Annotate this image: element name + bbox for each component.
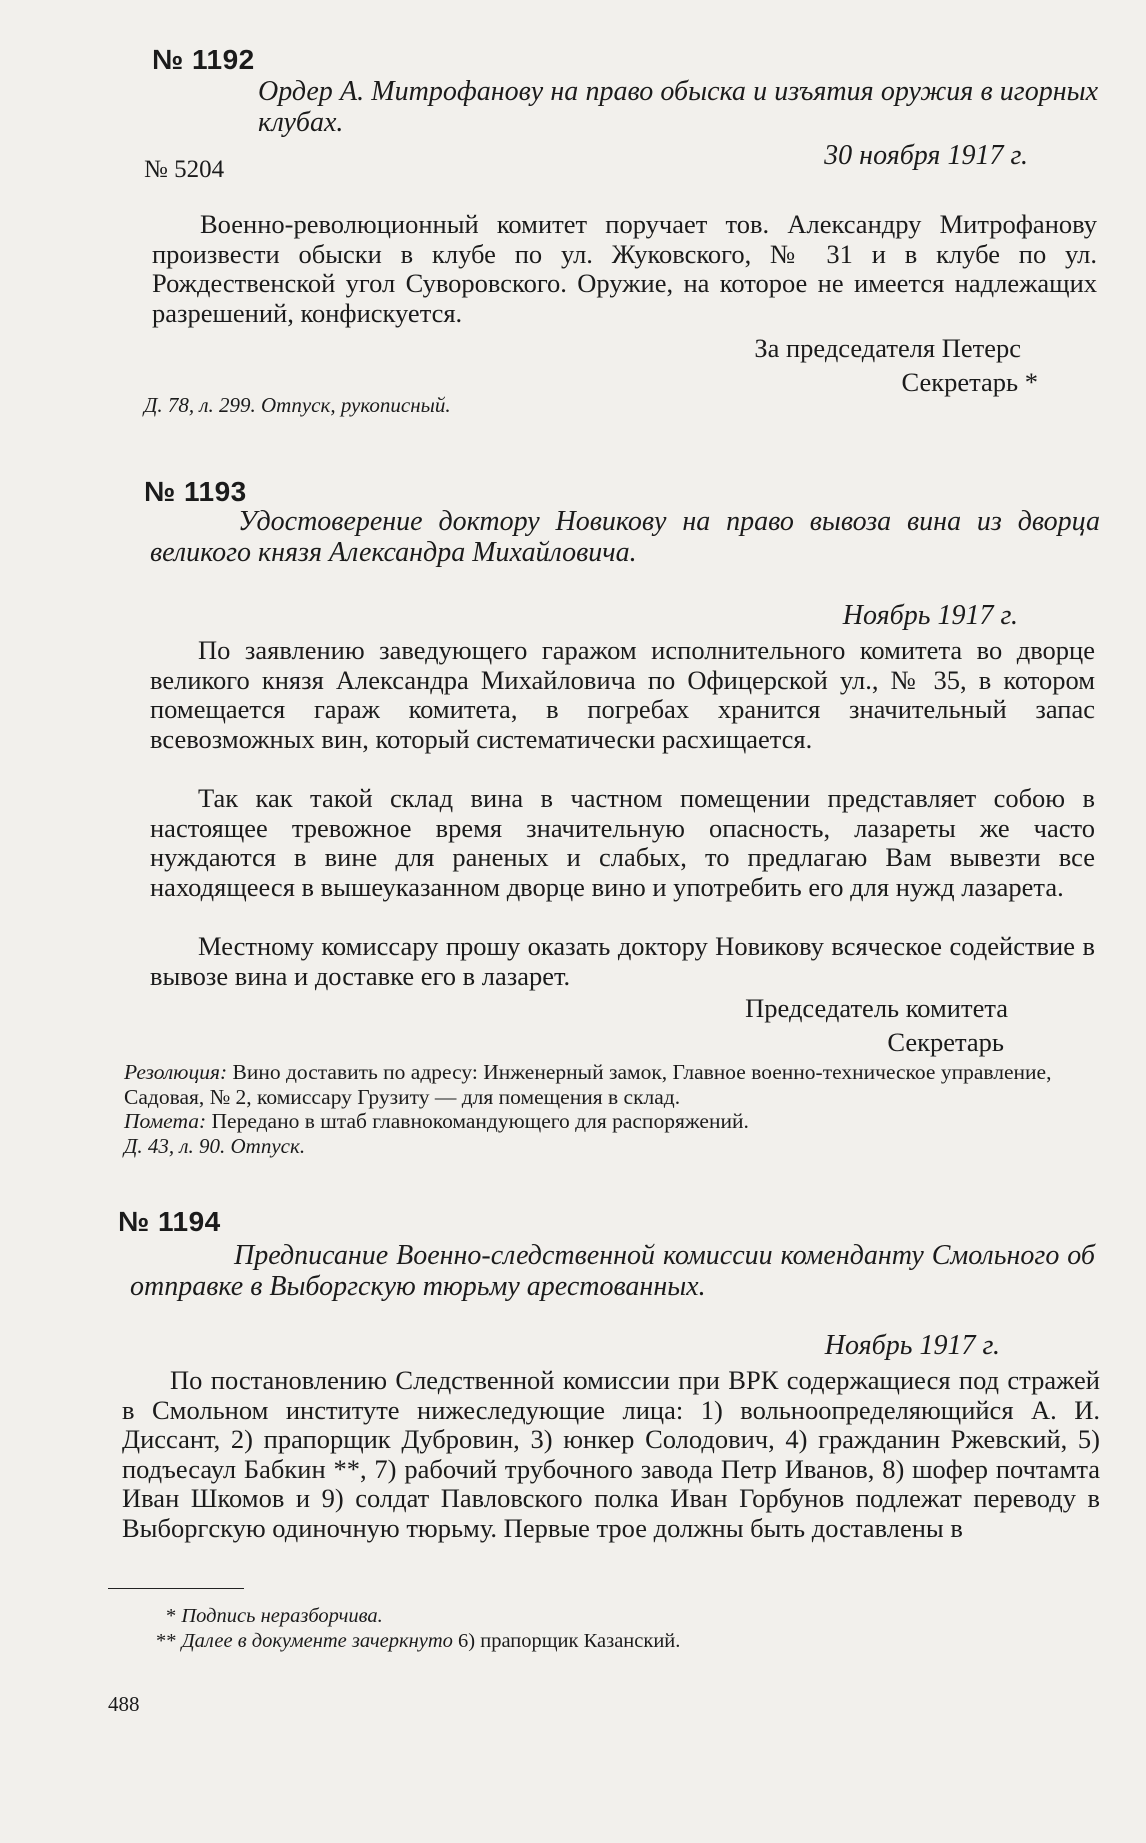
doc-title: Удостоверение доктору Новикову на право вывоза вина из дворца великого князя Александра Михайловича.: [150, 506, 1100, 568]
resolution-label: Резолюция:: [124, 1060, 228, 1084]
signature-line: Секретарь: [887, 1027, 1004, 1057]
doc-paragraph: Так как такой склад вина в частном помещении представляет собою в настоящее тревожное время значительную опасность, лазареты же часто нуждаются в вине для раненых и слабых, то предлагаю Вам вывезти все находящееся в вышеуказанном дворце вино и употребить его для нужд лазарета.: [150, 783, 1095, 902]
signature-line: За председателя Петерс: [754, 333, 1021, 363]
doc-date: Ноябрь 1917 г.: [842, 600, 1018, 631]
doc-date: 30 ноября 1917 г.: [824, 140, 1028, 171]
doc-paragraph: По заявлению заведующего гаражом исполнительного комитета во дворце великого князя Александра Михайловича по Офицерской ул., № 35, в котором помещается гараж комитета, в погребах хранится значительный запас всевозможных вин, который систематически расхищается.: [150, 635, 1095, 754]
footnote-mark: *: [166, 1605, 177, 1627]
doc-paragraph: Местному комиссару прошу оказать доктору Новикову всяческое содействие в вывозе вина и доставке его в лазарет.: [150, 931, 1095, 991]
resolution-note: [124, 1060, 1094, 1134]
registration-number: № 5204: [144, 156, 225, 183]
footnote-mark: **: [156, 1630, 177, 1652]
doc-title: Предписание Военно-следственной комиссии коменданту Смольного об отправке в Выборгскую тюрьму арестованных.: [130, 1240, 1095, 1302]
footnote-text: Подпись неразборчива.: [181, 1605, 383, 1627]
doc-number: № 1192: [152, 44, 255, 75]
archive-source: Д. 78, л. 299. Отпуск, рукописный.: [144, 393, 451, 417]
doc-date: Ноябрь 1917 г.: [824, 1330, 1000, 1361]
footnote-text: Далее в документе зачеркнуто: [181, 1630, 453, 1652]
mark-text: Передано в штаб главнокомандующего для распоряжений.: [211, 1109, 749, 1133]
signature-line: Секретарь *: [901, 367, 1038, 397]
doc-title: Ордер А. Митрофанову на право обыска и изъятия оружия в игорных клубах.: [258, 76, 1098, 138]
doc-number: № 1194: [118, 1206, 221, 1237]
archive-source: Д. 43, л. 90. Отпуск.: [124, 1134, 306, 1158]
footnote: [166, 1604, 383, 1629]
page-number: 488: [108, 1692, 140, 1716]
doc-paragraph: По постановлению Следственной комиссии при ВРК содержащиеся под стражей в Смольном институте нижеследующие лица: 1) вольноопределяющийся А. И. Диссант, 2) прапорщик Дубровин, 3) юнкер Солодович, 4) гражданин Ржевский, 5) подъесаул Бабкин **, 7) рабочий трубочного завода Петр Иванов, 8) шофер почтамта Иван Шкомов и 9) солдат Павловского полка Иван Горбунов подлежат переводу в Выборгскую одиночную тюрьму. Первые трое должны быть доставлены в: [122, 1365, 1100, 1543]
resolution-text: Вино доставить по адресу: Инженерный замок, Главное военно-техническое управление, Садовая, № 2, комиссару Грузиту — для помещения в склад.: [124, 1060, 1052, 1109]
doc-paragraph: Военно-революционный комитет поручает тов. Александру Митрофанову произвести обыски в клубе по ул. Жуковского, № 31 и в клубе по ул. Рождественской угол Суворовского. Оружие, на которое не имеется надлежащих разрешений, конфискуется.: [152, 209, 1097, 328]
mark-label: Помета:: [124, 1109, 207, 1133]
signature-line: Председатель комитета: [745, 993, 1008, 1023]
footnote-divider: [108, 1588, 244, 1589]
footnote: [156, 1629, 680, 1654]
footnote-tail: 6) прапорщик Казанский.: [458, 1630, 681, 1652]
doc-number: № 1193: [144, 476, 247, 507]
